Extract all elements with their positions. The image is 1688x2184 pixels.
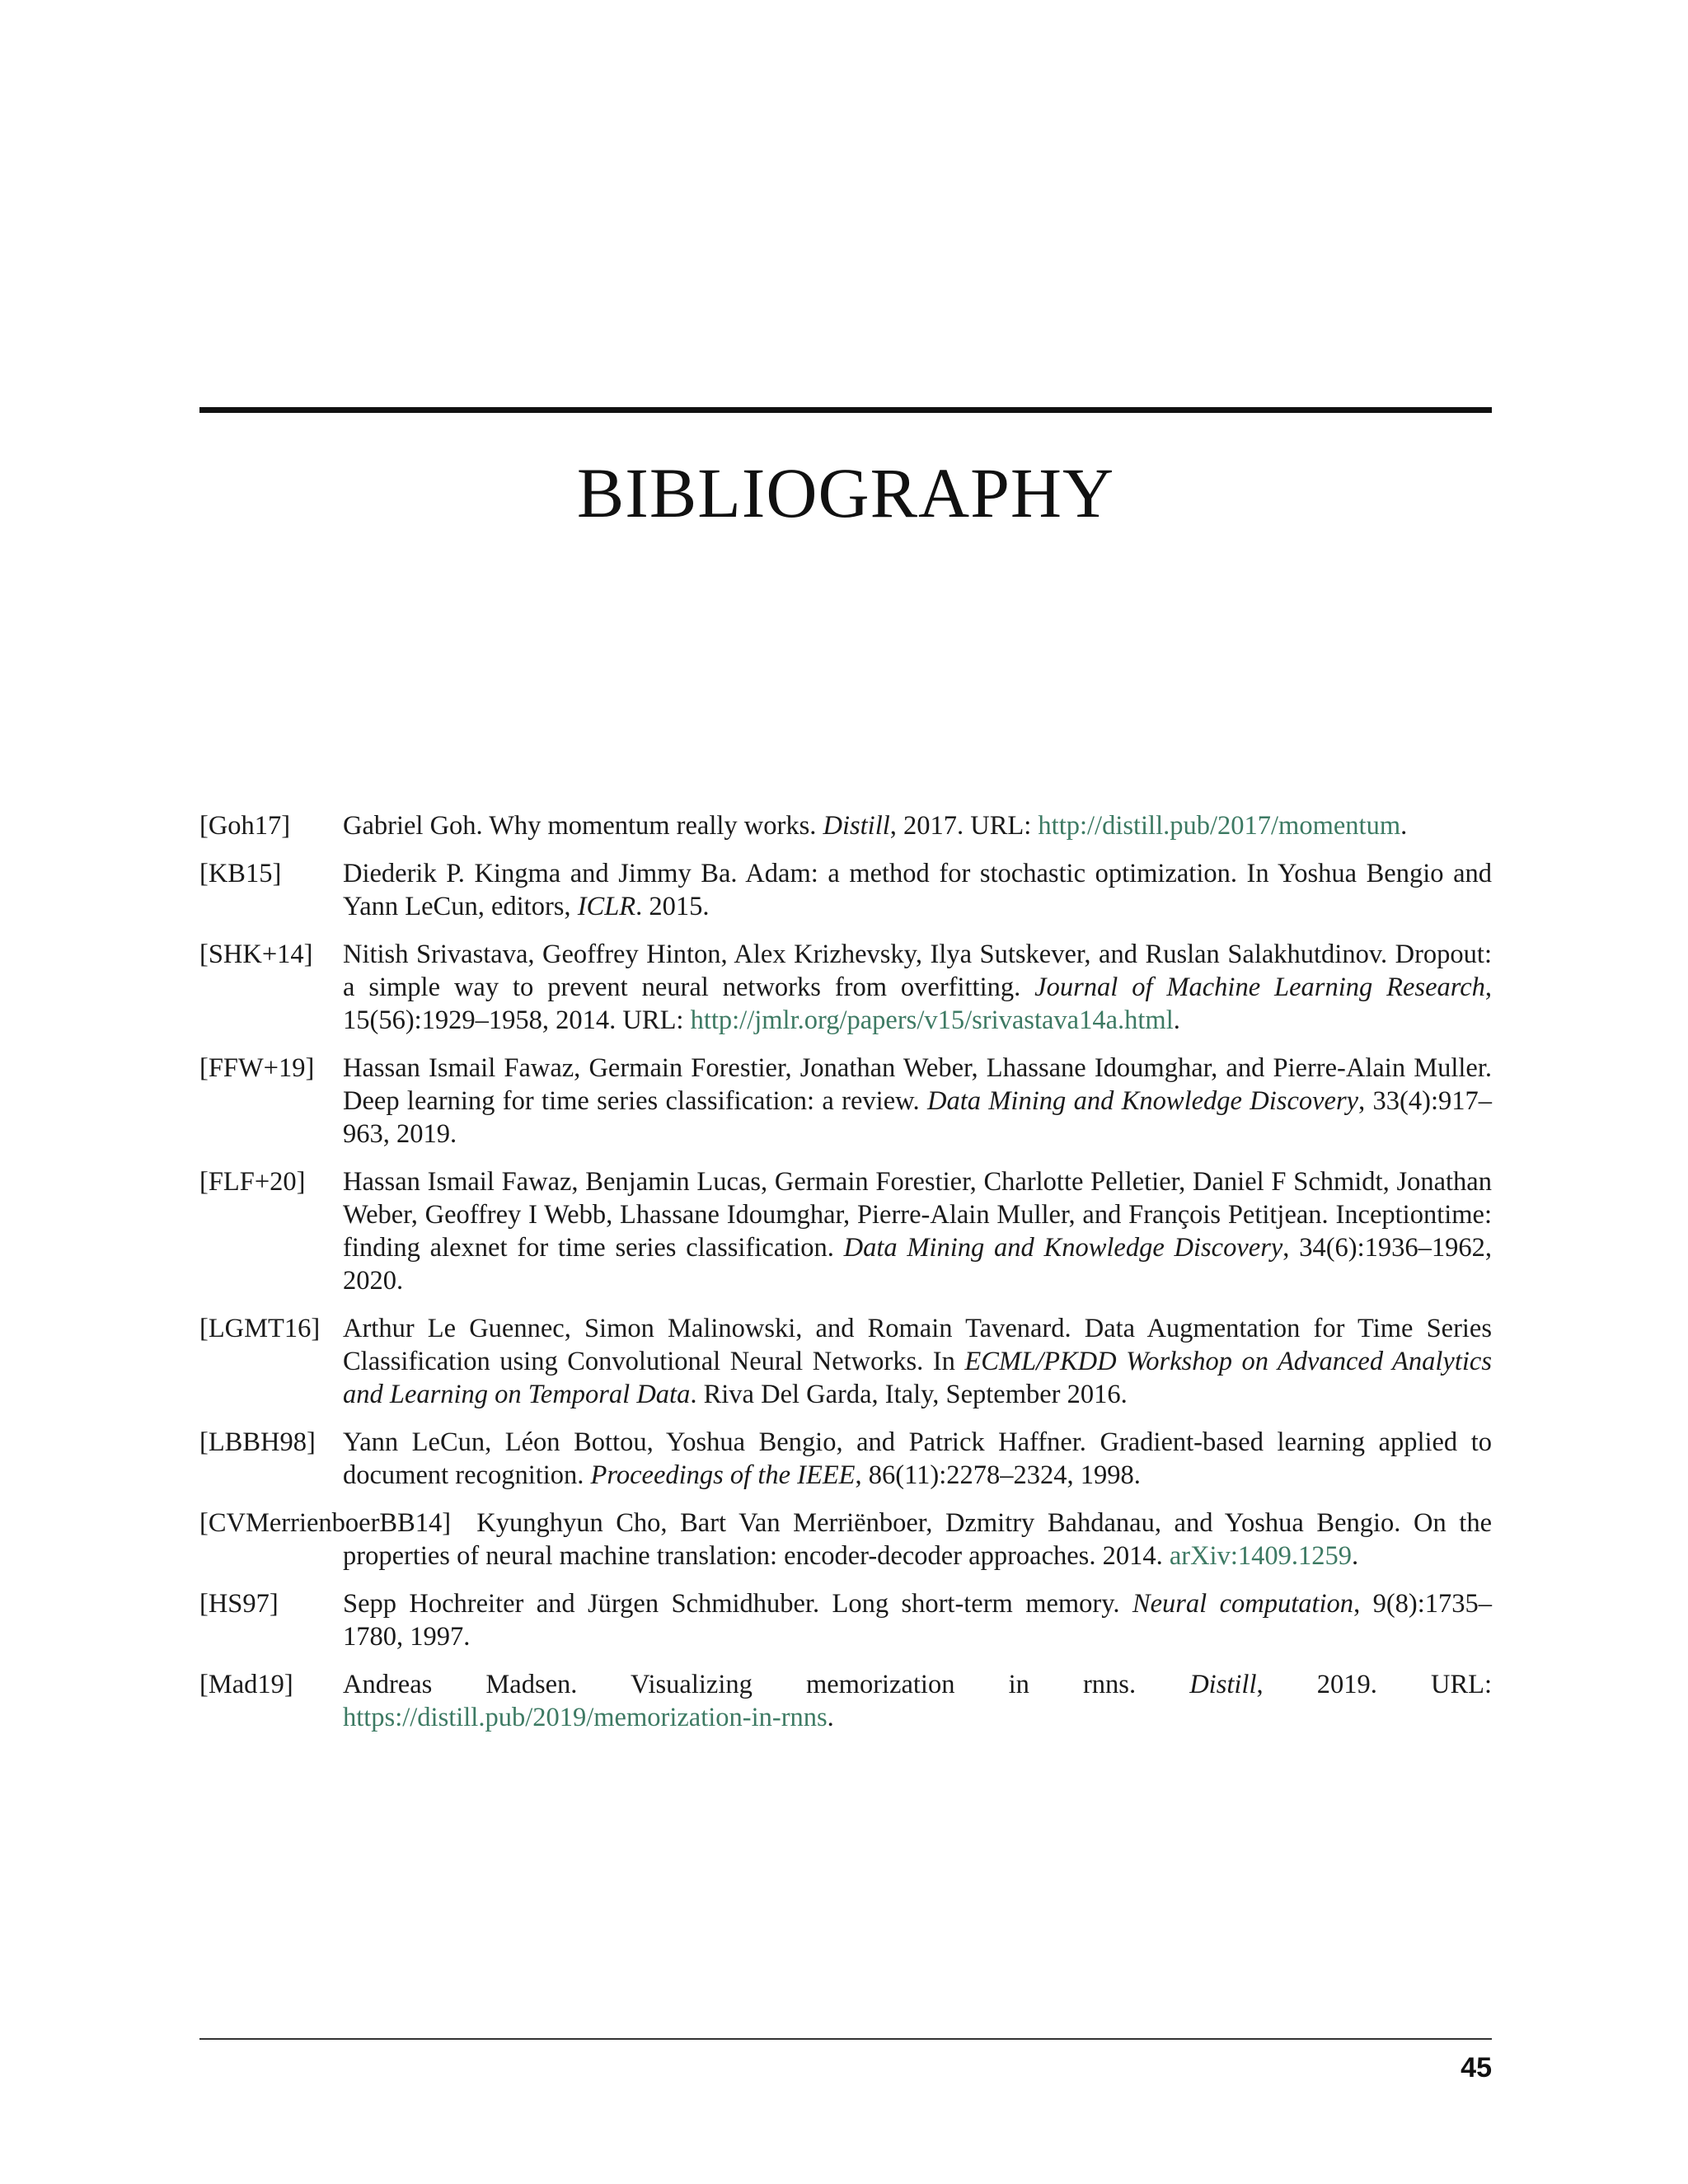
entry-venue: Journal of Machine Learning Research <box>1034 972 1485 1002</box>
bibliography-list <box>199 809 1492 1749</box>
bib-entry-lgmt16 <box>199 1312 1492 1411</box>
footer-rule <box>199 2038 1492 2040</box>
entry-url-link[interactable]: https://distill.pub/2019/memorization-in-rnns <box>343 1703 828 1732</box>
entry-text: Gabriel Goh. Why momentum really works. <box>343 811 823 841</box>
citation-key: [FLF+20] <box>199 1167 306 1197</box>
entry-venue: Data Mining and Knowledge Discovery <box>843 1233 1283 1263</box>
bib-entry-hs97 <box>199 1587 1492 1653</box>
citation-key: [SHK+14] <box>199 940 313 969</box>
entry-details: , 33(4):917–963, 2019. <box>343 1086 1492 1149</box>
bib-entry-lbbh98 <box>199 1426 1492 1492</box>
bib-entry-shk14 <box>199 938 1492 1037</box>
entry-text: Sepp Hochreiter and Jürgen Schmidhuber. Long short-term memory. <box>343 1589 1132 1619</box>
entry-url-link[interactable]: http://jmlr.org/papers/v15/srivastava14a.html <box>690 1005 1174 1035</box>
bib-entry-ffw19 <box>199 1052 1492 1151</box>
entry-details: , 2019. URL: <box>1256 1670 1493 1699</box>
chapter-title: BIBLIOGRAPHY <box>576 453 1115 532</box>
bib-entry-kb15 <box>199 857 1492 923</box>
entry-url-link[interactable]: http://distill.pub/2017/momentum <box>1038 811 1401 841</box>
entry-venue: ICLR <box>577 892 636 921</box>
bib-entry-cvmerrienboerbb14 <box>199 1507 1492 1572</box>
citation-key: [Goh17] <box>199 811 291 841</box>
citation-key: [LGMT16] <box>199 1314 321 1343</box>
entry-details: , 9(8):1735–1780, 1997. <box>343 1589 1492 1652</box>
citation-key: [CVMerrienboerBB14] <box>199 1508 452 1538</box>
bib-entry-mad19 <box>199 1668 1492 1734</box>
bib-entry-flf20 <box>199 1165 1492 1297</box>
citation-key: [HS97] <box>199 1589 279 1619</box>
entry-arxiv-link[interactable]: arXiv:1409.1259 <box>1169 1541 1352 1571</box>
citation-key: [FFW+19] <box>199 1053 315 1083</box>
entry-details: , 15(56):1929–1958, 2014. URL: <box>343 972 1492 1035</box>
chapter-top-rule <box>199 407 1492 413</box>
entry-venue: Distill <box>1189 1670 1257 1699</box>
citation-key: [LBBH98] <box>199 1427 316 1457</box>
entry-text: Andreas Madsen. Visualizing memorization in rnns. <box>343 1670 1190 1699</box>
entry-details: , 2017. URL: <box>889 811 1039 841</box>
entry-venue: Neural computation <box>1132 1589 1354 1619</box>
entry-text: Kyunghyun Cho, Bart Van Merriënboer, Dzmitry Bahdanau, and Yoshua Bengio. On the properties of neural machine translation: encoder-decoder approaches. 2014. <box>343 1508 1492 1571</box>
entry-venue: ECML/PKDD Workshop on Advanced Analytics and Learning on Temporal Data <box>343 1347 1492 1409</box>
entry-venue: Distill <box>823 811 890 841</box>
entry-text: Hassan Ismail Fawaz, Germain Forestier, Jonathan Weber, Lhassane Idoumghar, and Pierre-Alain Muller. Deep learning for time series classification: a review. <box>343 1053 1492 1116</box>
entry-details: . Riva Del Garda, Italy, September 2016. <box>690 1380 1128 1409</box>
entry-details: . 2015. <box>635 892 710 921</box>
entry-end: . <box>1351 1541 1359 1571</box>
citation-key: [Mad19] <box>199 1670 293 1699</box>
entry-text: Nitish Srivastava, Geoffrey Hinton, Alex Krizhevsky, Ilya Sutskever, and Ruslan Salakhutdinov. Dropout: a simple way to prevent neural networks from overfitting. <box>343 940 1492 1002</box>
entry-text: Diederik P. Kingma and Jimmy Ba. Adam: a method for stochastic optimization. In Yoshua Bengio and Yann LeCun, editors, <box>343 859 1492 921</box>
bib-entry-goh17 <box>199 809 1492 842</box>
entry-text: Hassan Ismail Fawaz, Benjamin Lucas, Germain Forestier, Charlotte Pelletier, Daniel F Schmidt, Jonathan Weber, Geoffrey I Webb, Lhassane Idoumghar, Pierre-Alain Muller, and François Petitjean. Inceptiontime: finding alexnet for time series classification. <box>343 1167 1492 1263</box>
entry-end: . <box>1173 1005 1180 1035</box>
entry-details: , 34(6):1936–1962, 2020. <box>343 1233 1492 1296</box>
entry-end: . <box>827 1703 834 1732</box>
entry-text: Yann LeCun, Léon Bottou, Yoshua Bengio, and Patrick Haffner. Gradient-based learning applied to document recognition. <box>343 1427 1492 1490</box>
page-number: 45 <box>1461 2052 1492 2083</box>
entry-text: Arthur Le Guennec, Simon Malinowski, and Romain Tavenard. Data Augmentation for Time Series Classification using Convolutional Neural Networks. In <box>343 1314 1492 1376</box>
entry-venue: Proceedings of the IEEE <box>590 1460 856 1490</box>
citation-key: [KB15] <box>199 859 282 888</box>
entry-venue: Data Mining and Knowledge Discovery <box>926 1086 1359 1116</box>
entry-details: , 86(11):2278–2324, 1998. <box>855 1460 1141 1490</box>
entry-end: . <box>1400 811 1408 841</box>
